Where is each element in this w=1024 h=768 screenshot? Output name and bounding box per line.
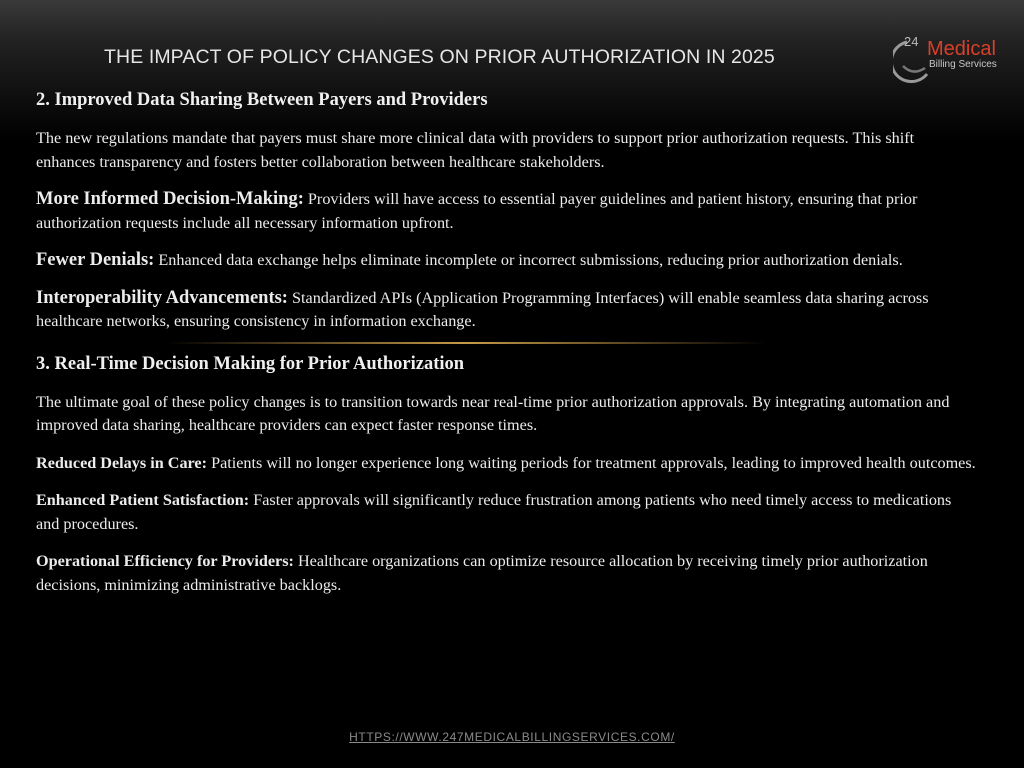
slide-title: THE IMPACT OF POLICY CHANGES ON PRIOR AUTHORIZATION IN 2025 bbox=[104, 46, 775, 68]
website-link[interactable]: HTTPS://WWW.247MEDICALBILLINGSERVICES.COM/ bbox=[349, 730, 675, 744]
gold-divider bbox=[166, 342, 766, 344]
item-text: Healthcare organizations can optimize resource allocation by receiving timely prior authorization decisions, minimizing administrative backlogs. bbox=[36, 552, 928, 594]
item-text: Patients will no longer experience long waiting periods for treatment approvals, leading to improved health outcomes. bbox=[207, 453, 976, 472]
section-2-item bbox=[36, 188, 976, 235]
item-label: Operational Efficiency for Providers: bbox=[36, 552, 294, 570]
item-text: Standardized APIs (Application Programming Interfaces) will enable seamless data sharing across healthcare networks, ensuring consistency in information exchange. bbox=[36, 288, 929, 330]
item-text: Faster approvals will significantly reduce frustration among patients who need timely access to medications and procedures. bbox=[36, 491, 952, 533]
section-2-intro: The new regulations mandate that payers must share more clinical data with providers to support prior authorization requests. This shift enhances transparency and fosters better collaboration between healthcare stakeholders. bbox=[36, 129, 915, 171]
logo-tagline: Billing Services bbox=[929, 59, 997, 70]
section-3-item bbox=[36, 452, 976, 476]
section-3-item bbox=[36, 550, 976, 597]
slide-content bbox=[36, 90, 976, 611]
section-2-item bbox=[36, 249, 976, 273]
section-2-item bbox=[36, 287, 976, 334]
logo-number: 24 bbox=[904, 34, 919, 49]
logo-mark-icon bbox=[893, 28, 1005, 84]
item-label: More Informed Decision-Making: bbox=[36, 189, 304, 209]
company-logo bbox=[893, 28, 1005, 84]
logo-brand: Medical bbox=[927, 38, 996, 60]
item-label: Fewer Denials: bbox=[36, 250, 155, 270]
section-3-intro: The ultimate goal of these policy changes is to transition towards near real-time prior authorization approvals. By integrating automation and improved data sharing, healthcare providers can expect faster response times. bbox=[36, 392, 950, 434]
section-2-heading: 2. Improved Data Sharing Between Payers and Providers bbox=[36, 90, 488, 110]
item-label: Interoperability Advancements: bbox=[36, 287, 288, 308]
section-3-heading: 3. Real-Time Decision Making for Prior Authorization bbox=[36, 353, 465, 374]
section-3-item bbox=[36, 489, 976, 536]
item-text: Providers will have access to essential payer guidelines and patient history, ensuring that prior authorization requests include all necessary information upfront. bbox=[36, 190, 918, 232]
item-text: Enhanced data exchange helps eliminate incomplete or incorrect submissions, reducing prior authorization denials. bbox=[154, 251, 903, 269]
item-label: Reduced Delays in Care: bbox=[36, 453, 208, 472]
item-label: Enhanced Patient Satisfaction: bbox=[36, 491, 250, 509]
